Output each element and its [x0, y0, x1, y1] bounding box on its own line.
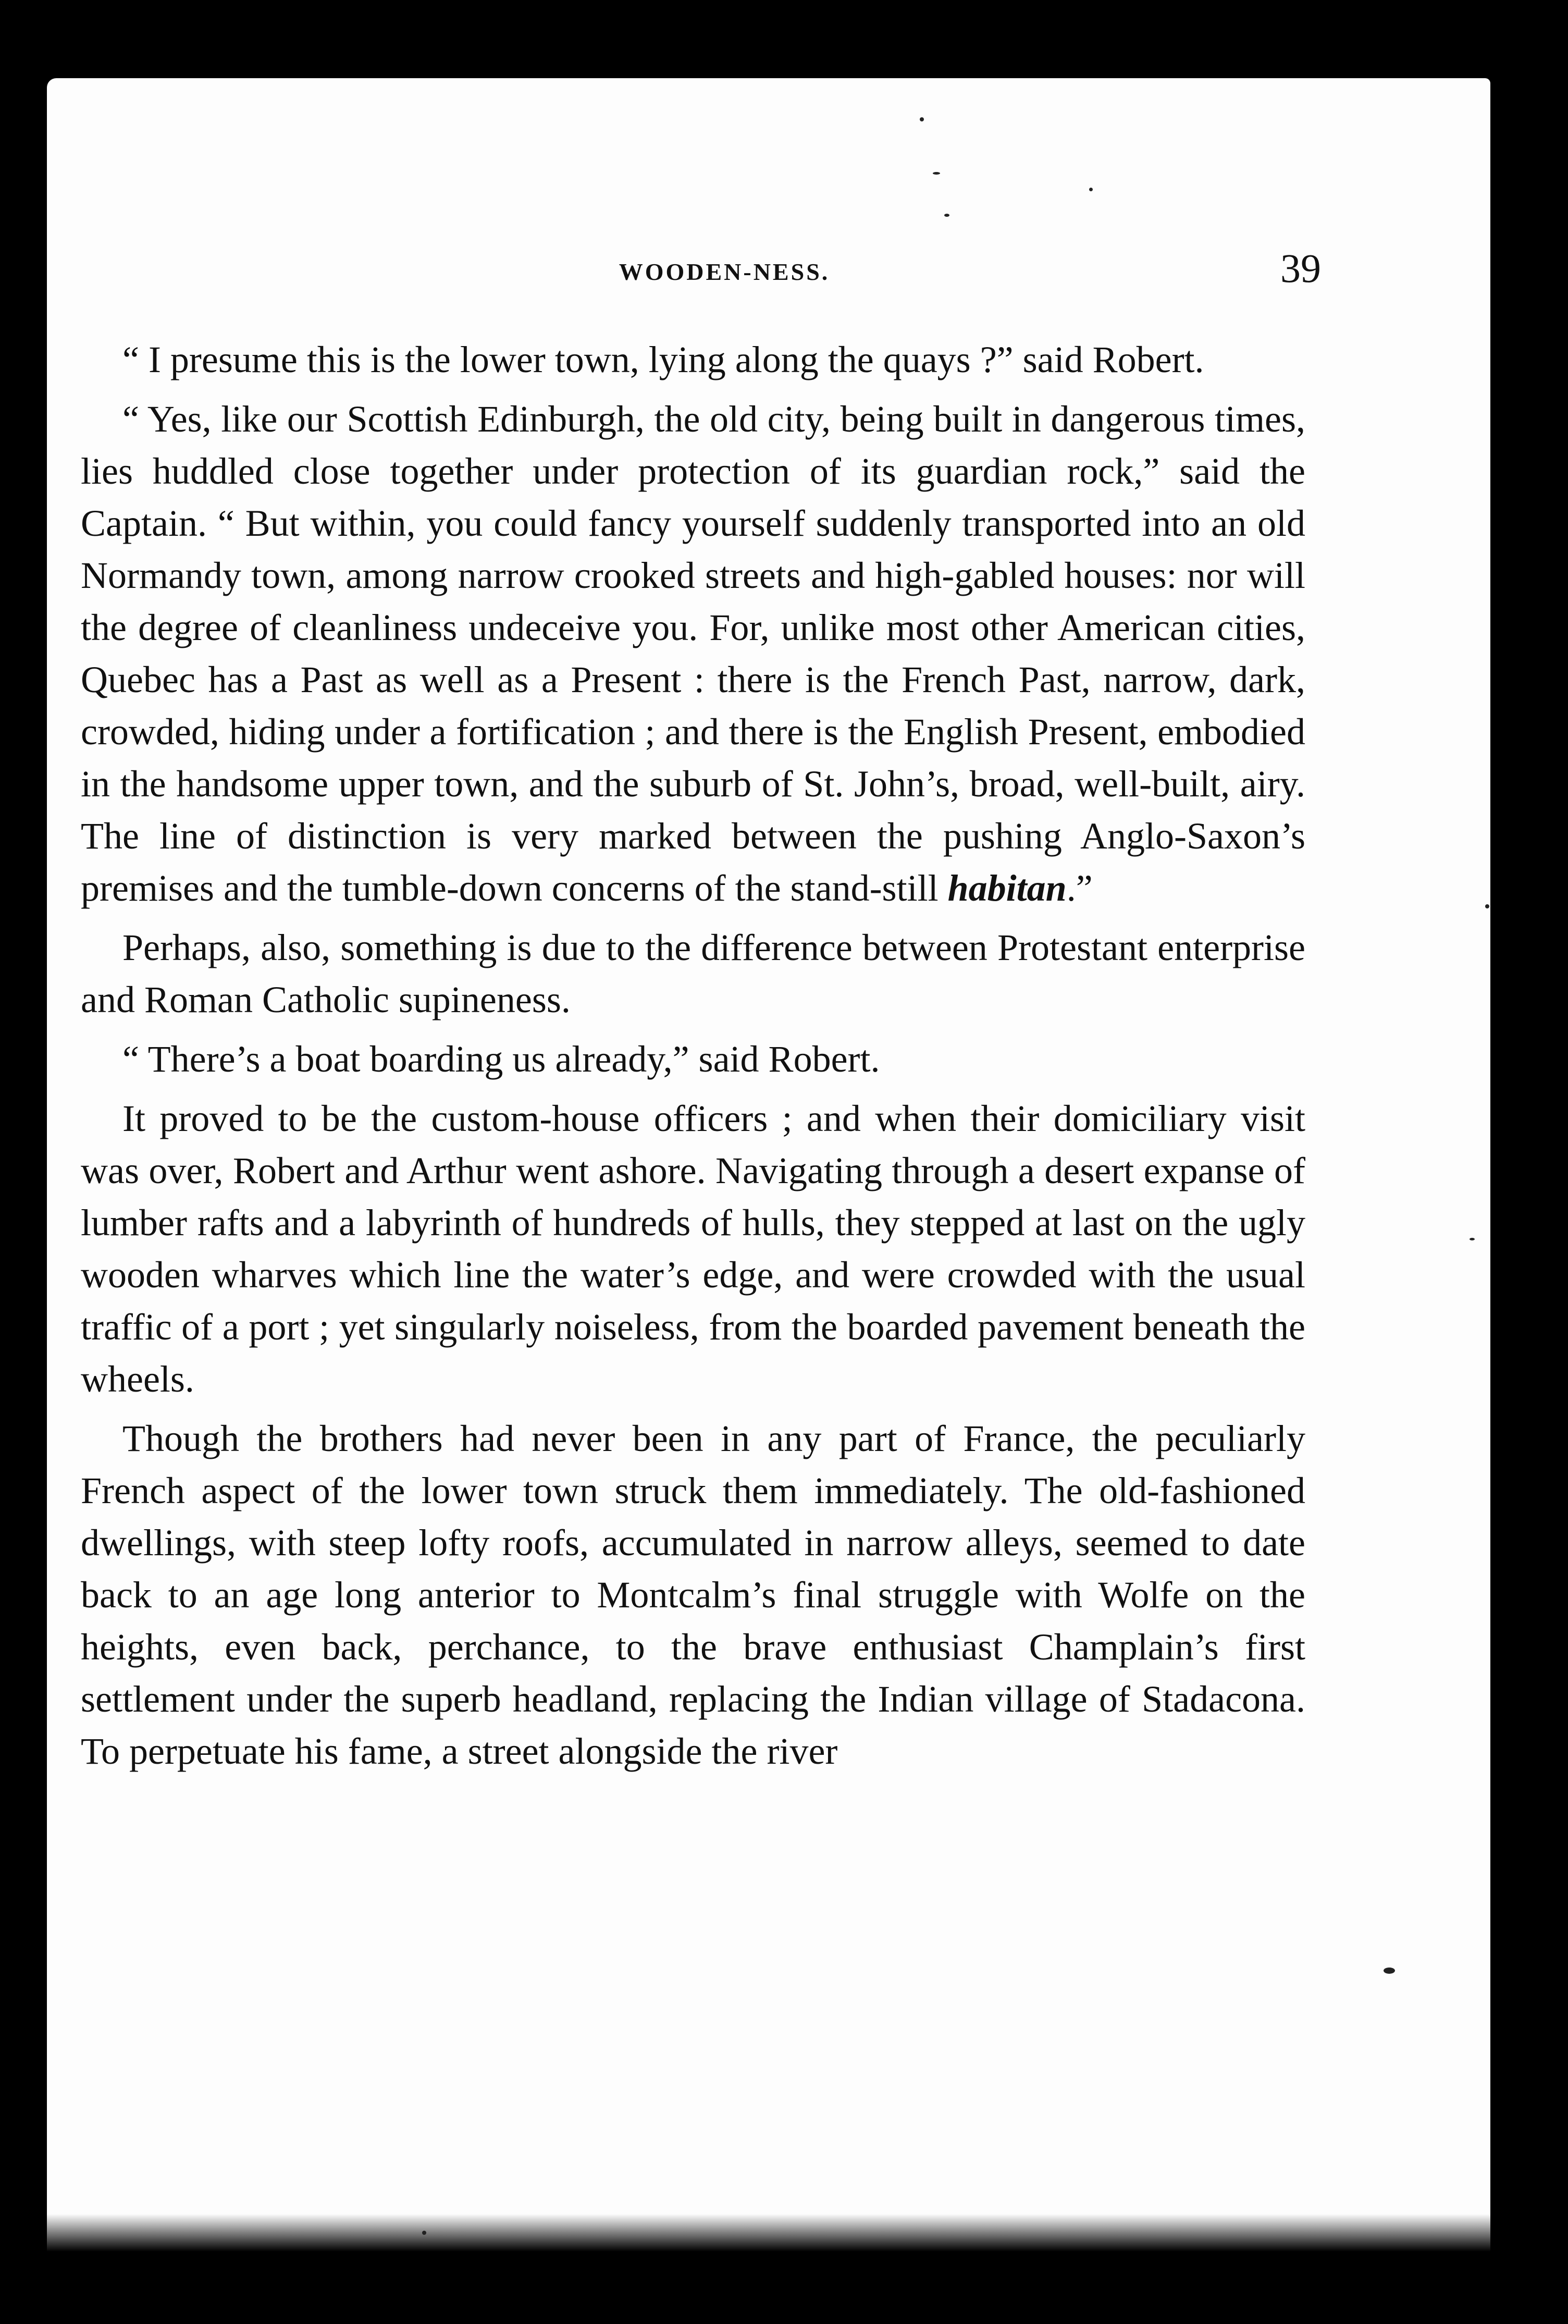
scan-edge — [47, 2189, 1490, 2252]
scan-speck — [422, 2231, 426, 2235]
page-number: 39 — [1280, 245, 1321, 291]
paragraph-2: “ Yes, like our Scottish Edinburgh, the old city, being built in dangerous times, lies huddled close together under protection of its guardian rock,” said the Captain. “ But within, you could fancy yourself suddenly transported into an old Normandy town, among narrow crooked streets and high-gabled houses: nor will the degree of cleanliness undeceive you. For, unlike most other American cities, Quebec has a Past as well as a Present : there is the French Past, narrow, dark, crowded, hiding under a fortification ; and there is the English Present, embodied in the handsome upper town, and the suburb of St. John’s, broad, well-built, airy. The line of distinction is very marked between the pushing Anglo-Saxon’s premises and the tumble-down concerns of the stand-still habitan.” — [81, 398, 1305, 909]
italic-word: habitan — [947, 867, 1067, 909]
paragraph-4: “ There’s a boat boarding us already,” said Robert. — [122, 1038, 880, 1080]
scan-speck — [944, 214, 949, 217]
running-head: WOODEN-NESS. — [619, 259, 830, 285]
body-text — [81, 334, 1305, 1785]
scan-speck — [1089, 188, 1093, 191]
paragraph-3: Perhaps, also, something is due to the difference between Protestant enterprise and Roman Catholic supineness. — [81, 927, 1305, 1020]
scan-speck — [1384, 1968, 1395, 1974]
paragraph-5: It proved to be the custom-house officers ; and when their domiciliary visit was over, Robert and Arthur went ashore. Navigating through a desert expanse of lumber rafts and a labyrinth of hundreds of hulls, they stepped at last on the ugly wooden wharves which line the water’s edge, and were crowded with the usual traffic of a port ; yet singularly noiseless, from the boarded pavement beneath the wheels. — [81, 1098, 1305, 1400]
scan-speck — [920, 117, 924, 121]
scan-speck — [1470, 1238, 1475, 1240]
scan-speck — [1485, 904, 1489, 908]
paragraph-6: Though the brothers had never been in any part of France, the peculiarly French aspect of the lower town struck them immediately. The old-fashioned dwellings, with steep lofty roofs, accumulated in narrow alleys, seemed to date back to an age long anterior to Montcalm’s final struggle with Wolfe on the heights, even back, perchance, to the brave enthusiast Champlain’s first settlement under the superb headland, replacing the Indian village of Stadacona. To perpetuate his fame, a street alongside the river — [81, 1418, 1305, 1772]
page-header — [128, 180, 1321, 291]
scan-speck — [933, 172, 940, 175]
paragraph-1: “ I presume this is the lower town, lying along the quays ?” said Robert. — [122, 339, 1204, 380]
